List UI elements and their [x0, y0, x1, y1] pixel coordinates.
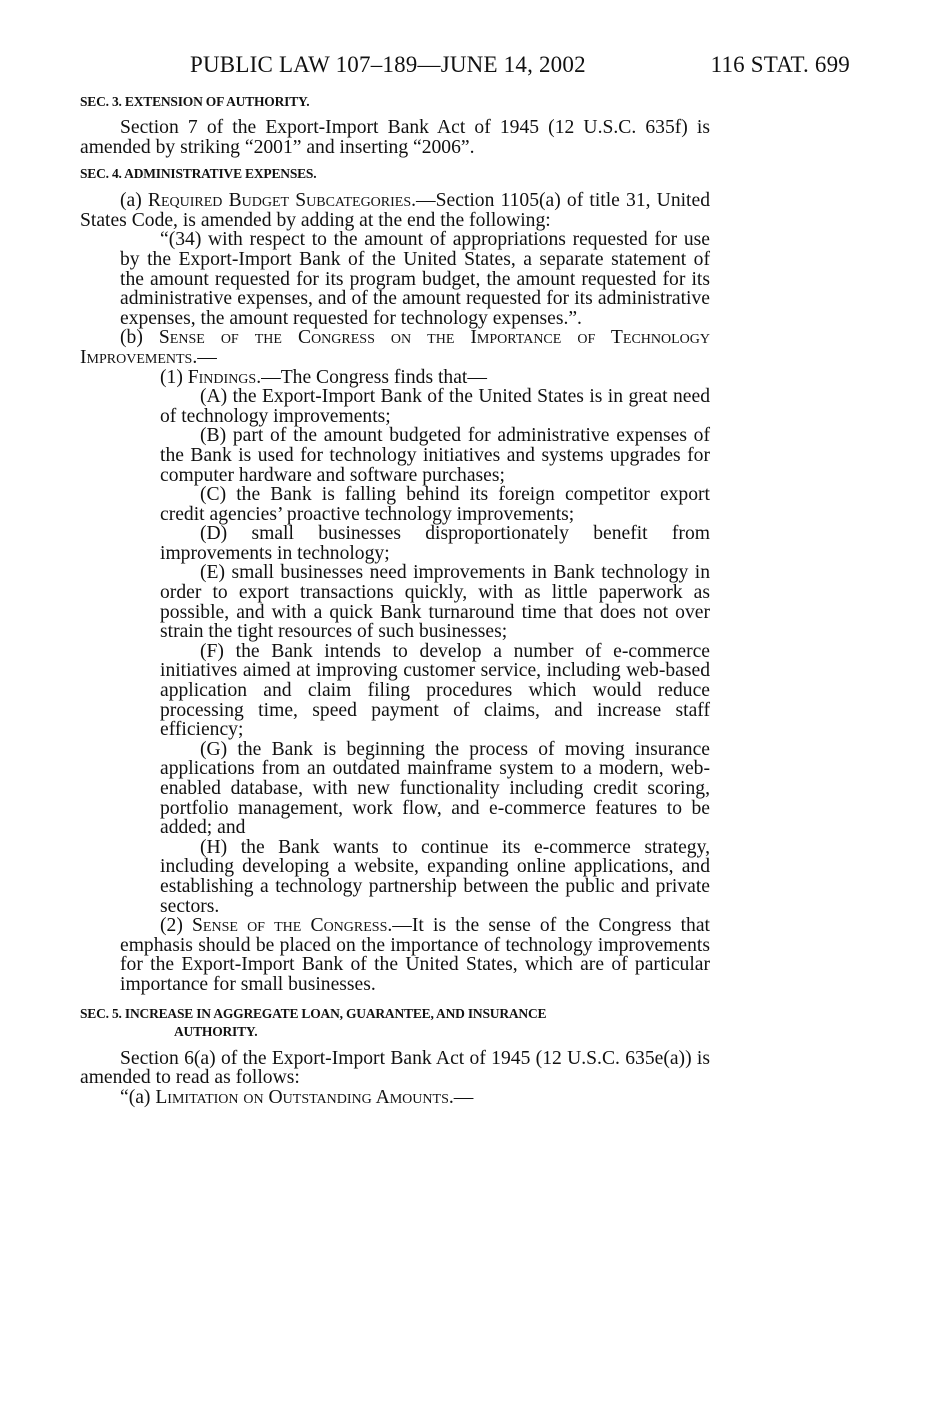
section-5-heading-line2: AUTHORITY.: [174, 1023, 258, 1039]
finding-item: (D) small businesses disproportionately benefit from improvements in technology;: [160, 523, 710, 564]
subsection-a-title: Required Budget Subcategories: [147, 190, 412, 212]
section-3-heading: SEC. 3. EXTENSION OF AUTHORITY.: [80, 94, 310, 109]
sense-label: (2): [160, 915, 193, 937]
section-5-text: Section 6(a) of the Export-Import Bank Act of 1945 (12 U.S.C. 635e(a)) is amended to read as follows:: [80, 1047, 710, 1089]
public-law-citation: PUBLIC LAW 107–189—JUNE 14, 2002: [190, 52, 586, 77]
quoted-paragraph-34: “(34) with respect to the amount of appropriations requested for use by the Export-Import Bank of the United States, a separate statement of the amount requested for its program budget, the amount requested for its administrative expenses, and of the amount requested for its administrative expenses, the amount requested for technology expenses.”.: [120, 229, 710, 329]
quote-title: Limitation on Outstanding Amounts: [155, 1086, 449, 1108]
subsection-a-text: .—Section 1105(a) of title 31, United States Code, is amended by adding at the end the following:: [80, 190, 710, 231]
findings-title: Findings: [187, 366, 257, 388]
quote-suffix: .—: [448, 1086, 474, 1108]
document-body: [80, 93, 710, 1107]
finding-item: (C) the Bank is falling behind its foreign competitor export credit agencies’ proactive technology improvements;: [160, 484, 710, 525]
subsection-b-label: (b): [120, 327, 159, 349]
section-5-heading: [80, 1005, 710, 1041]
subsection-b-title: Sense of the Congress on the Importance of Technology Improvements: [80, 327, 711, 368]
paragraph-1-findings: [120, 368, 710, 388]
findings-label: (1): [160, 366, 188, 388]
sense-text: .—It is the sense of the Congress that emphasis should be placed on the importance of technology improvements for the Export-Import Bank of the United States, which are of particular importance for small businesses.: [120, 915, 710, 995]
finding-item: (B) part of the amount budgeted for administrative expenses of the Bank is used for technology initiatives and systems upgrades for computer hardware and software purchases;: [160, 425, 710, 486]
subsection-b: [80, 328, 710, 367]
statute-page-number: 116 STAT. 699: [710, 52, 850, 77]
subsection-b-suffix: .—: [192, 346, 217, 368]
section-3-text: Section 7 of the Export-Import Bank Act of 1945 (12 U.S.C. 635f) is amended by striking “2001” and inserting “2006”.: [80, 117, 710, 158]
finding-item: (A) the Export-Import Bank of the United States is in great need of technology improvements;: [160, 386, 710, 427]
finding-item: (E) small businesses need improvements in Bank technology in order to export transactions quickly, with as little paperwork as possible, and with a quick Bank turnaround time that does not over strain the tight resources of such businesses;: [160, 562, 710, 643]
finding-item: (F) the Bank intends to develop a number of e-commerce initiatives aimed at improving customer service, including web-based application and claim filing procedures which would reduce processing time, speed payment of claims, and increase staff efficiency;: [160, 640, 710, 741]
section-5-heading-line1: SEC. 5. INCREASE IN AGGREGATE LOAN, GUARANTEE, AND INSURANCE: [80, 1005, 547, 1021]
section-5-quoted-subsection: [80, 1088, 710, 1108]
finding-item: (G) the Bank is beginning the process of moving insurance applications from an outdated mainframe system to a modern, web-enabled database, with new functionality including credit scoring, portfolio management, work flow, and e-commerce features to be added; and: [160, 738, 710, 839]
findings-text: .—The Congress finds that—: [256, 366, 487, 388]
finding-item: (H) the Bank wants to continue its e-commerce strategy, including developing a website, expanding online applications, and establishing a technology partnership between the public and private sectors.: [160, 836, 710, 917]
subsection-a: [80, 191, 710, 230]
subsection-a-label: (a): [120, 190, 148, 212]
section-4-heading: SEC. 4. ADMINISTRATIVE EXPENSES.: [80, 166, 317, 182]
quote-open: “(a): [120, 1086, 156, 1108]
sense-title: Sense of the Congress: [192, 915, 388, 937]
paragraph-2-sense: [120, 916, 710, 994]
